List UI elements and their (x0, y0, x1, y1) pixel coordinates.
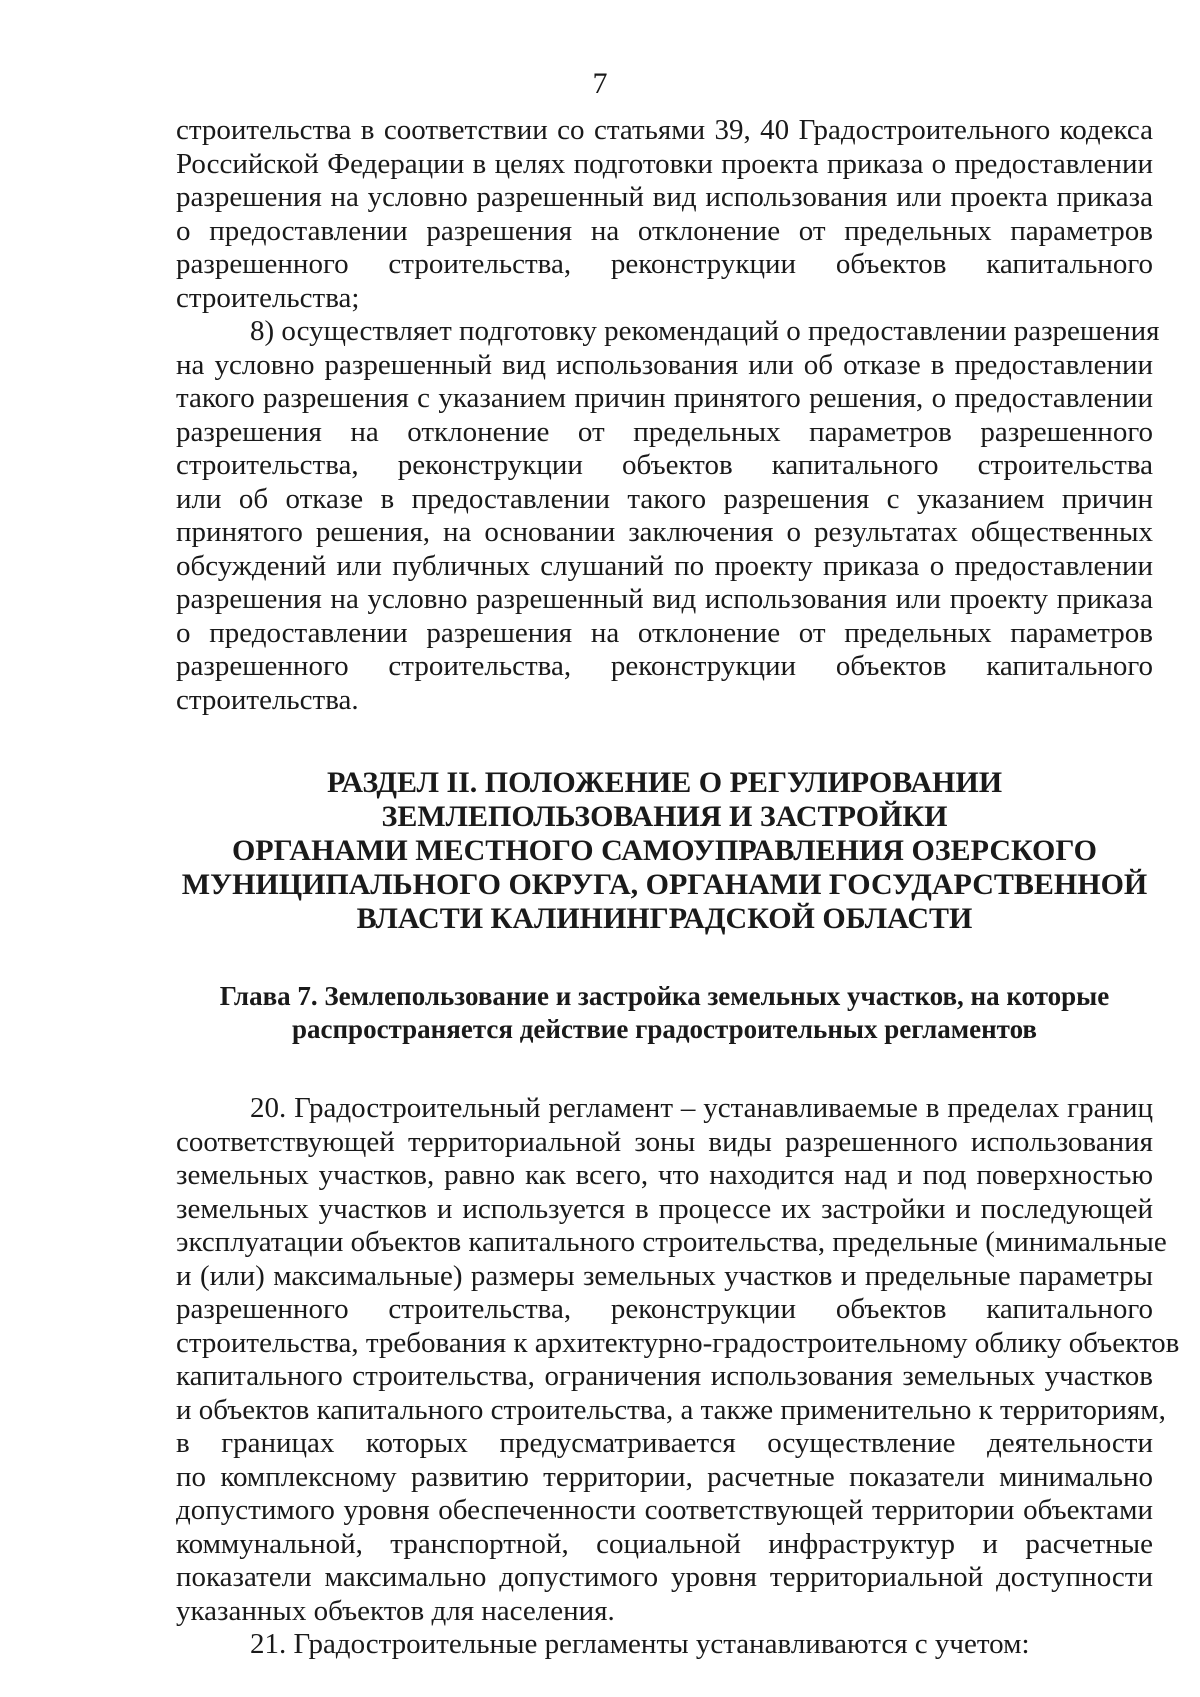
text-line: разрешенного строительства, реконструкции объектов капитального (176, 248, 1153, 280)
text-line: в границах которых предусматривается осуществление деятельности (176, 1427, 1153, 1459)
text-line: эксплуатации объектов капитального строительства, предельные (минимальные (176, 1226, 1167, 1258)
paragraph-item-8 (176, 315, 1160, 717)
text-line: разрешения на отклонение от предельных параметров разрешенного (176, 415, 1153, 448)
text-line: капитального строительства, ограничения использования земельных участков (176, 1360, 1153, 1392)
text-line: и (или) максимальные) размеры земельных участков и предельные параметры (176, 1259, 1153, 1292)
spacer (176, 717, 1153, 766)
text-line: 21. Градостроительные регламенты устанавливаются с учетом: (250, 1628, 1030, 1660)
text-line: и объектов капитального строительства, а также применительно к территориям, (176, 1393, 1166, 1426)
text-line: указанных объектов для населения. (176, 1594, 615, 1627)
text-line: земельных участков, равно как всего, что находится над и под поверхностью (176, 1159, 1153, 1191)
text-line: 20. Градостроительный регламент – устанавливаемые в пределах границ (250, 1092, 1153, 1124)
paragraph-item-21 (176, 1628, 1153, 1662)
text-line: строительства. (176, 683, 359, 716)
text-line: коммунальной, транспортной, социальной инфраструктур и расчетные (176, 1527, 1153, 1560)
text-line: разрешенного строительства, реконструкции объектов капитального (176, 650, 1153, 682)
text-line: строительства, реконструкции объектов капитального строительства (176, 449, 1153, 481)
text-line: по комплексному развитию территории, расчетные показатели минимально (176, 1460, 1153, 1493)
text-line: разрешенного строительства, реконструкции объектов капитального (176, 1293, 1153, 1325)
text-line: строительства; (176, 281, 360, 314)
text-line: земельных участков и используется в процессе их застройки и последующей (176, 1192, 1153, 1225)
document-body (176, 114, 1180, 1662)
text-line: Российской Федерации в целях подготовки проекта приказа о предоставлении (176, 147, 1153, 180)
section-title-line: ОРГАНАМИ МЕСТНОГО САМОУПРАВЛЕНИЯ ОЗЕРСКОГО (231, 834, 1098, 867)
text-line: показатели максимально допустимого уровня территориальной доступности (176, 1561, 1153, 1593)
text-line: строительства, требования к архитектурно-градостроительному облику объектов (176, 1326, 1180, 1359)
section-title-line: ВЛАСТИ КАЛИНИНГРАДСКОЙ ОБЛАСТИ (356, 902, 973, 935)
text-line: принятого решения, на основании заключения о результатах общественных (176, 516, 1153, 548)
section-title-line: МУНИЦИПАЛЬНОГО ОКРУГА, ОРГАНАМИ ГОСУДАРСТВЕННОЙ (181, 868, 1148, 901)
chapter-title (176, 980, 1153, 1046)
text-line: 8) осуществляет подготовку рекомендаций о предоставлении разрешения (250, 315, 1160, 347)
text-line: такого разрешения с указанием причин принятого решения, о предоставлении (176, 382, 1153, 414)
text-line: о предоставлении разрешения на отклонение от предельных параметров (176, 616, 1153, 649)
paragraph-continuation (176, 114, 1153, 315)
paragraph-item-20 (176, 1092, 1180, 1628)
section-title-line: РАЗДЕЛ II. ПОЛОЖЕНИЕ О РЕГУЛИРОВАНИИ (326, 766, 1003, 799)
text-line: или об отказе в предоставлении такого разрешения с указанием причин (176, 482, 1153, 515)
text-line: на условно разрешенный вид использования или об отказе в предоставлении (176, 348, 1153, 381)
text-line: о предоставлении разрешения на отклонение от предельных параметров (176, 214, 1153, 247)
text-line: разрешения на условно разрешенный вид использования или проекта приказа (176, 181, 1153, 213)
chapter-title-line: распространяется действие градостроительных регламентов (292, 1014, 1037, 1044)
text-line: допустимого уровня обеспеченности соответствующей территории объектами (176, 1494, 1153, 1526)
text-line: соответствующей территориальной зоны виды разрешенного использования (176, 1125, 1153, 1158)
page-number: 7 (592, 67, 608, 100)
text-line: обсуждений или публичных слушаний по проекту приказа о предоставлении (176, 549, 1153, 582)
chapter-title-line: Глава 7. Землепользование и застройка земельных участков, на которые (219, 981, 1110, 1011)
text-line: разрешения на условно разрешенный вид использования или проекту приказа (176, 583, 1153, 615)
section-title (176, 766, 1153, 936)
section-title-line: ЗЕМЛЕПОЛЬЗОВАНИЯ И ЗАСТРОЙКИ (381, 800, 948, 833)
spacer (176, 1046, 1153, 1092)
spacer (176, 936, 1153, 980)
text-line: строительства в соответствии со статьями 39, 40 Градостроительного кодекса (176, 114, 1153, 146)
